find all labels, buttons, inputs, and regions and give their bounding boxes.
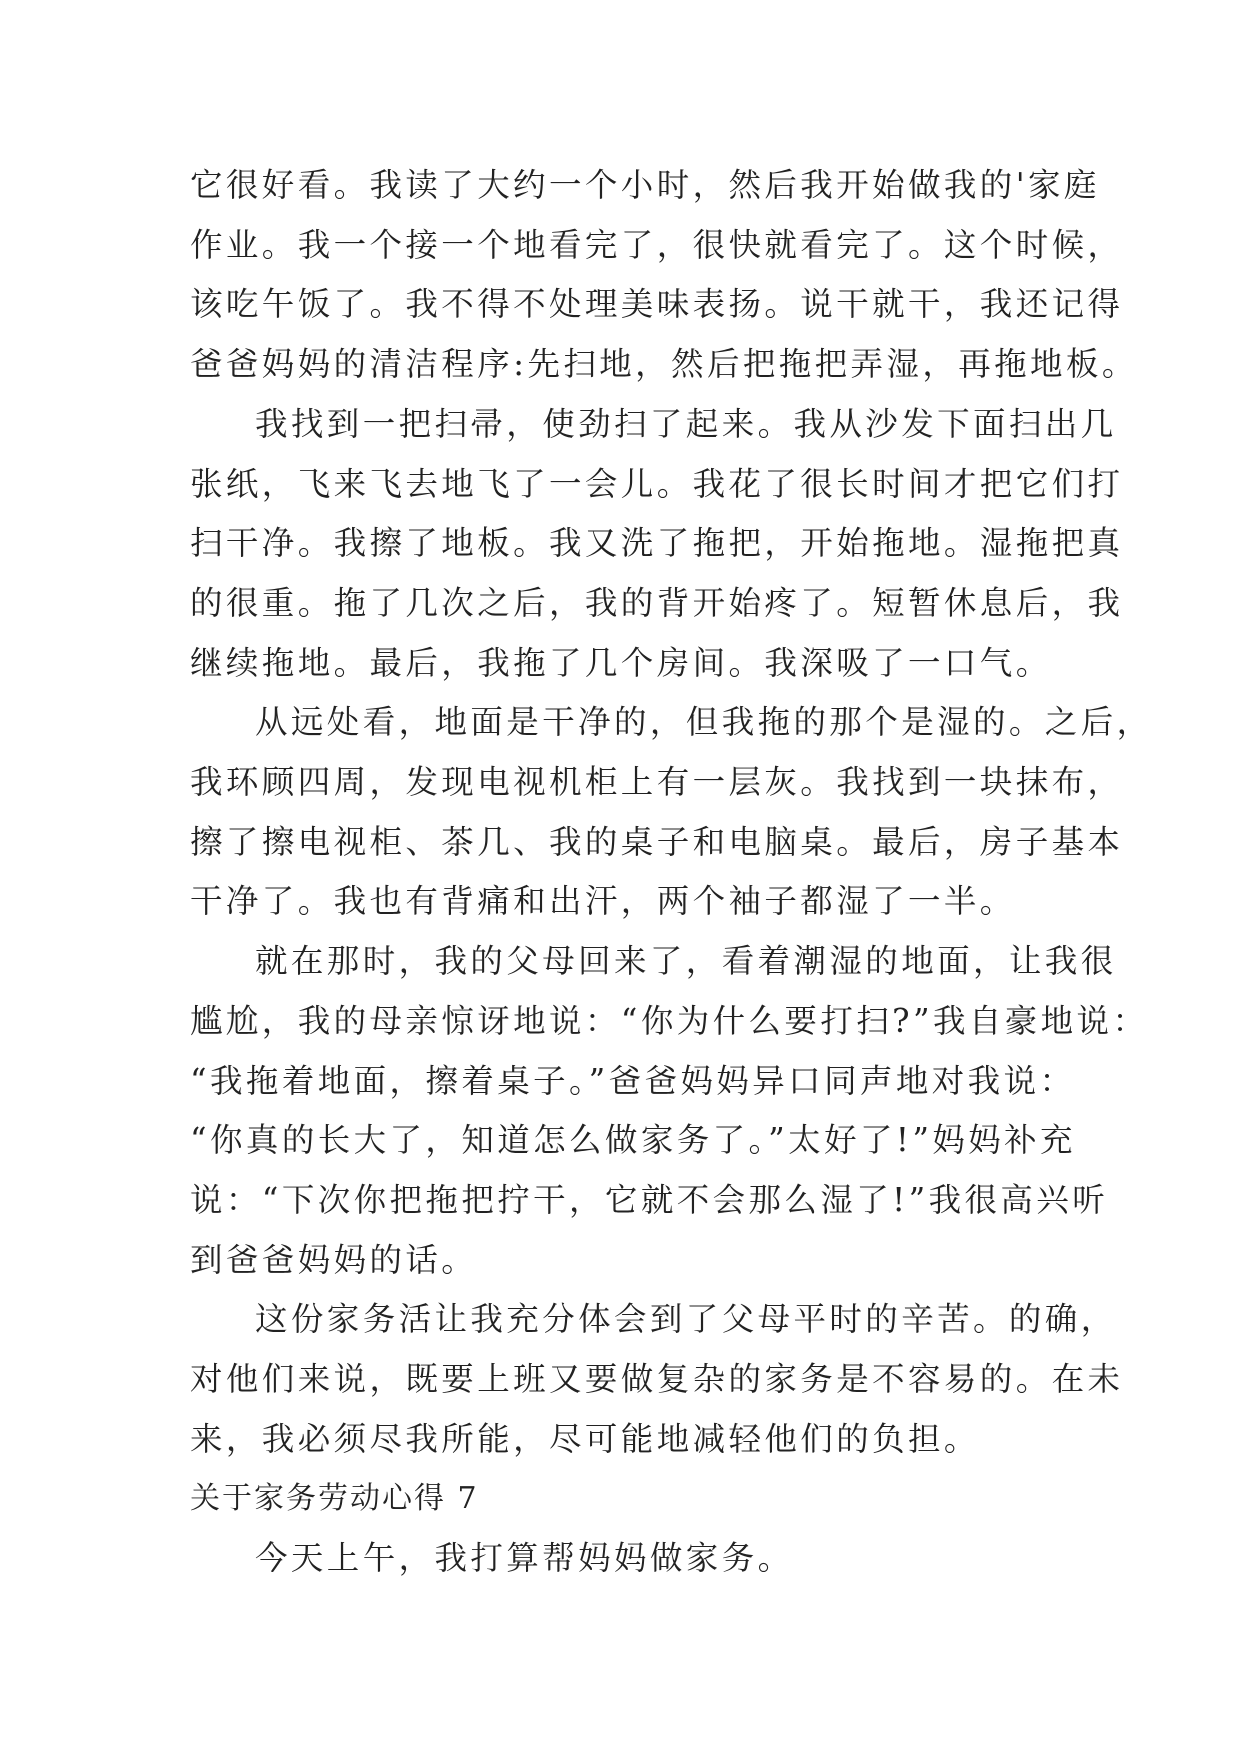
text-line: 爸爸妈妈的清洁程序:先扫地，然后把拖把弄湿，再拖地板。 — [190, 345, 1138, 384]
text-line: 它很好看。我读了大约一个小时，然后我开始做我的'家庭 — [190, 166, 1100, 204]
text-line: 说：“下次你把拖把拧干，它就不会那么湿了!”我很高兴听 — [190, 1180, 1109, 1219]
text-line: 的很重。拖了几次之后，我的背开始疼了。短暂休息后，我 — [190, 583, 1124, 622]
text-line: 该吃午饭了。我不得不处理美味表扬。说干就干，我还记得 — [190, 285, 1124, 324]
text-line: 干净了。我也有背痛和出汗，两个袖子都湿了一半。 — [190, 882, 1016, 921]
paragraph-sweeping — [190, 395, 1124, 694]
text-line: 尴尬，我的母亲惊讶地说：“你为什么要打扫?”我自豪地说： — [190, 1001, 1149, 1040]
paragraph-continued — [190, 156, 1138, 395]
text-line: 擦了擦电视柜、茶几、我的桌子和电脑桌。最后，房子基本 — [190, 822, 1124, 861]
text-line: 我找到一把扫帚，使劲扫了起来。我从沙发下面扫出几 — [255, 404, 1117, 443]
paragraph-reflection — [190, 1290, 1124, 1469]
text-line: 今天上午，我打算帮妈妈做家务。 — [255, 1539, 794, 1578]
text-line: 我环顾四周，发现电视机柜上有一层灰。我找到一块抹布， — [190, 763, 1124, 802]
paragraph-parents-return — [190, 932, 1149, 1290]
section-heading: 关于家务劳动心得 7 — [190, 1481, 479, 1517]
document-body — [190, 156, 1153, 1589]
text-line: 到爸爸妈妈的话。 — [190, 1240, 478, 1279]
text-line: 张纸，飞来飞去地飞了一会儿。我花了很长时间才把它们打 — [190, 464, 1124, 503]
text-line: 就在那时，我的父母回来了，看着潮湿的地面，让我很 — [255, 942, 1117, 981]
paragraph-dusting — [190, 693, 1153, 932]
text-line: 这份家务活让我充分体会到了父母平时的辛苦。的确， — [255, 1300, 1117, 1339]
text-line: 作业。我一个接一个地看完了，很快就看完了。这个时候， — [190, 225, 1124, 264]
text-line: “你真的长大了，知道怎么做家务了。”太好了!”妈妈补充 — [190, 1121, 1076, 1160]
text-line: 对他们来说，既要上班又要做复杂的家务是不容易的。在未 — [190, 1360, 1124, 1399]
text-line: 来，我必须尽我所能，尽可能地减轻他们的负担。 — [190, 1419, 980, 1458]
paragraph-final — [190, 1529, 1070, 1589]
text-line: 继续拖地。最后，我拖了几个房间。我深吸了一口气。 — [190, 643, 1052, 682]
text-line: 扫干净。我擦了地板。我又洗了拖把，开始拖地。湿拖把真 — [190, 524, 1124, 563]
text-line: “我拖着地面，擦着桌子。”爸爸妈妈异口同声地对我说： — [190, 1061, 1076, 1100]
text-line: 从远处看，地面是干净的，但我拖的那个是湿的。之后， — [255, 703, 1153, 742]
